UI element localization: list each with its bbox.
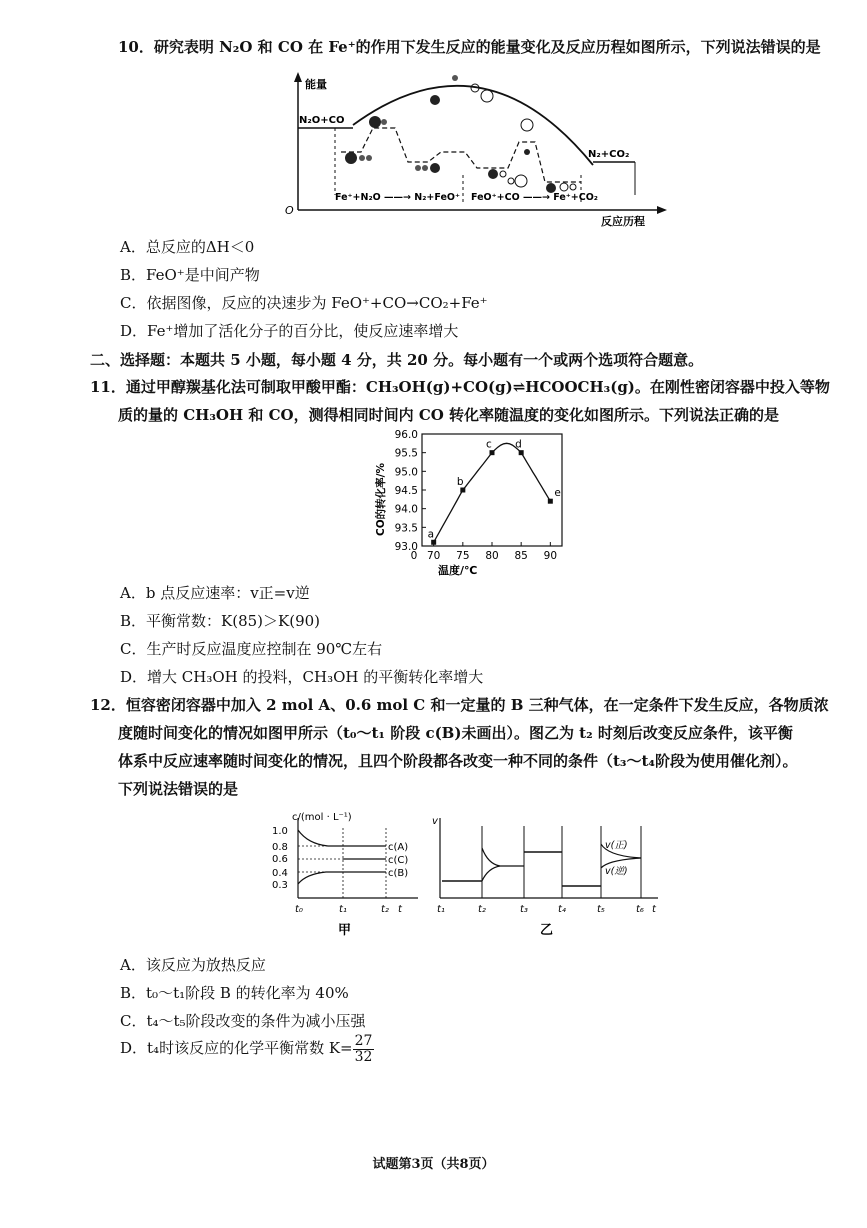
y-tick-label: 93.0	[394, 541, 418, 553]
x-tick-label: 80	[485, 550, 499, 562]
yi-caption: 乙	[540, 923, 554, 938]
point-label-e: e	[554, 487, 561, 500]
data-point-a	[431, 540, 436, 545]
y-axis-label: 能量	[305, 78, 327, 91]
yi-xtick: t₄	[558, 904, 566, 915]
y-tick-label: 96.0	[394, 429, 418, 441]
x-tick-label: 85	[514, 550, 528, 562]
stage1-label: Fe⁺+N₂O ——→ N₂+FeO⁺	[335, 192, 460, 203]
fraction-denominator: 32	[354, 1048, 373, 1065]
origin-label: O	[285, 204, 294, 217]
q12-option-c: C．t₄～t₅阶段改变的条件为减小压强	[120, 1012, 366, 1030]
jia-ytick: 1.0	[272, 826, 288, 837]
x-tick-label: 75	[456, 550, 470, 562]
q10-energy-diagram	[283, 70, 683, 234]
reactant-label: N₂O+CO	[299, 115, 345, 126]
stage2-label: FeO⁺+CO ——→ Fe⁺+CO₂	[471, 192, 598, 203]
q11-option-c: C．生产时反应温度应控制在 90℃左右	[120, 640, 383, 658]
yi-y-label: v	[432, 816, 438, 827]
q11-stem-line2: 质的量的 CH₃OH 和 CO，测得相同时间内 CO 转化率随温度的变化如图所示。下列说法正确的是	[118, 406, 780, 424]
data-point-c	[490, 450, 495, 455]
jia-curve-a: c(A)	[388, 842, 409, 853]
y-tick-label: 94.5	[394, 485, 418, 497]
y-tick-label: 95.5	[394, 447, 418, 460]
x-axis-label: 反应历程	[601, 215, 645, 228]
q12-option-d-fraction	[353, 1034, 375, 1064]
yi-xtick: t₁	[437, 904, 445, 915]
q12-option-b: B．t₀～t₁阶段 B 的转化率为 40%	[120, 984, 349, 1002]
point-label-b: b	[456, 476, 464, 488]
y-tick-label: 95.0	[394, 466, 418, 479]
chart-y-label: CO的转化率/%	[375, 463, 387, 536]
yi-v-reverse: v(逆)	[605, 866, 628, 877]
q10-option-a: A．总反应的ΔH＜0	[120, 238, 255, 256]
data-point-d	[519, 450, 524, 455]
q10-stem: 10．研究表明 N₂O 和 CO 在 Fe⁺的作用下发生反应的能量变化及反应历程如图所示，下列说法错误的是	[118, 38, 821, 56]
yi-xtick: t₃	[520, 904, 528, 915]
q12-option-a: A．该反应为放热反应	[120, 956, 266, 974]
q12-option-d	[120, 1034, 374, 1064]
conversion-curve	[434, 443, 551, 542]
jia-xtick: t₀	[295, 904, 303, 915]
q11-option-d: D．增大 CH₃OH 的投料，CH₃OH 的平衡转化率增大	[120, 668, 484, 686]
jia-caption: 甲	[338, 923, 352, 938]
q11-stem-line1: 11．通过甲醇羰基化法可制取甲酸甲酯：CH₃OH(g)+CO(g)⇌HCOOCH₃(g)。在刚性密闭容器中投入等物	[90, 378, 830, 396]
q10-option-d: D．Fe⁺增加了活化分子的百分比，使反应速率增大	[120, 322, 459, 340]
q12-stem-line1: 12．恒容密闭容器中加入 2 mol A、0.6 mol C 和一定量的 B 三种气体，在一定条件下发生反应，各物质浓	[90, 696, 829, 714]
data-point-e	[548, 499, 553, 504]
q12-stem-line4: 下列说法错误的是	[118, 780, 239, 798]
page-footer: 试题第3页（共8页）	[372, 1157, 495, 1172]
q12-option-d-text: D．t₄时该反应的化学平衡常数 K=	[120, 1039, 353, 1058]
data-point-b	[460, 488, 465, 493]
q12-stem-line2: 度随时间变化的情况如图甲所示（t₀～t₁ 阶段 c(B)未画出）。图乙为 t₂ 时刻后改变反应条件，该平衡	[118, 724, 793, 742]
y-tick-label: 94.0	[394, 503, 418, 516]
jia-ytick: 0.6	[272, 854, 288, 865]
x-tick-label: 70	[426, 550, 441, 562]
point-label-d: d	[515, 438, 522, 451]
chart-x-label: 温度/℃	[438, 564, 478, 577]
yi-v-forward: v(正)	[605, 840, 628, 851]
q11-option-b: B．平衡常数：K(85)＞K(90)	[120, 612, 321, 630]
q10-option-c: C．依据图像，反应的决速步为 FeO⁺+CO→CO₂+Fe⁺	[120, 294, 488, 312]
point-label-a: a	[427, 528, 435, 541]
jia-xtick: t₁	[339, 904, 347, 915]
point-label-c: c	[486, 438, 492, 451]
jia-curve-b: c(B)	[388, 868, 409, 879]
jia-ytick: 0.3	[272, 880, 288, 891]
q11-option-a: A．b 点反应速率：v正=v逆	[120, 584, 310, 602]
x-tick-label: 0	[410, 550, 418, 562]
product-label: N₂+CO₂	[588, 149, 630, 160]
jia-ytick: 0.4	[272, 868, 288, 879]
yi-xtick: t₂	[478, 904, 486, 915]
q10-option-b: B．FeO⁺是中间产物	[120, 266, 260, 284]
q12-figure-jia	[268, 808, 428, 942]
section2-heading: 二、选择题：本题共 5 小题，每小题 4 分，共 20 分。每小题有一个或两个选项符合题意。	[90, 351, 704, 369]
jia-xtick: t	[398, 904, 402, 915]
fraction-numerator: 27	[354, 1033, 373, 1049]
jia-curve-c: c(C)	[388, 855, 409, 866]
yi-xtick: t₅	[597, 904, 605, 915]
q12-figure-yi	[428, 808, 668, 942]
jia-y-label: c/(mol · L⁻¹)	[292, 812, 352, 823]
jia-xtick: t₂	[381, 904, 389, 915]
yi-xtick: t	[652, 904, 656, 915]
q11-conversion-chart	[370, 428, 570, 582]
yi-xtick: t₆	[636, 904, 644, 915]
q12-stem-line3: 体系中反应速率随时间变化的情况，且四个阶段都各改变一种不同的条件（t₃～t₄阶段为使用催化剂）。	[118, 752, 798, 770]
jia-ytick: 0.8	[272, 842, 288, 853]
y-tick-label: 93.5	[394, 522, 418, 535]
x-tick-label: 90	[543, 550, 558, 562]
